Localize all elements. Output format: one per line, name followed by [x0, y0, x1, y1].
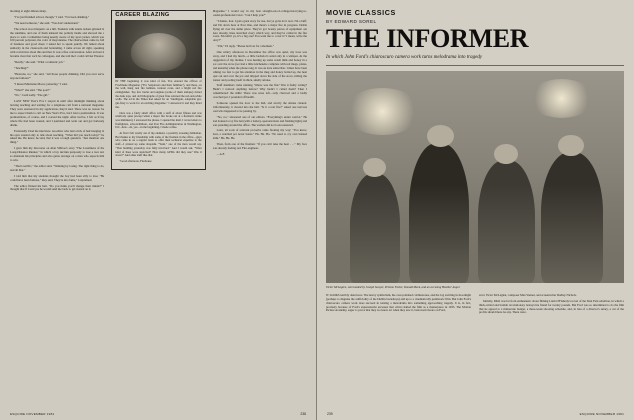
article-illustration [326, 71, 624, 283]
article-byline: BY EDWARD SOREL [326, 19, 377, 24]
paragraph: morning at eight-fifteen sharp. [10, 10, 47, 13]
fog-overlay [326, 185, 624, 283]
right-column-2 [479, 294, 624, 372]
department-kicker: MOVIE CLASSICS [326, 8, 396, 17]
sidebar-title: CAREER BLAZING [115, 12, 170, 18]
sidebar-illustration [115, 20, 201, 78]
paragraph: "I've just finished school, though," I said. "I've been drinking." [14, 14, 90, 19]
page-number-right: 239 [327, 412, 333, 416]
paragraph: "That's terrific," the editor said. "Winning by losing. The right thing to do, and all that." [10, 163, 105, 172]
paragraph: The editor flicked his hair. "Do you think you'll change their minds?" I thought that if I said yes he would send me back to get started on it. [10, 183, 105, 192]
paragraph: "We need someone," she said. "You don't understand." [14, 20, 80, 25]
paragraph: Someone opened the door to the hall, and slowly the smoke cleared. Unfortunately, it cleared into the hall. "Is it a real fire?" asked one nervous soul who happened to be passing by. [212, 101, 307, 113]
paragraph: "No, no," answered one of our editors. "Everything's under control." He had donned a toy fire hat (with a battery-operated siren and flashing light) and was parading around the office. The woman did not look reassured. [212, 114, 307, 127]
right-column-1 [326, 294, 471, 372]
paragraph: "Good afternoon, Firehouse [119, 158, 152, 163]
paragraph: "No," I said sadly. "The girl." [14, 93, 50, 98]
right-page-columns [326, 294, 624, 372]
paragraph: One wintry afternoon in December the office was quiet, my boss was away, and I had my lunch—a little bachelor's salad only in a whisper. At the suggestion of my mother, I was heating up some warm milk and honey in a pot over the stove (we had a little kitchenette complete with red mugs, plates, and utensils) when the phone rang. It was an irate subscriber. I must have been talking too fast to get his attention in the mug and honey boiled up, the heat spat out and over the pot and dripped down the side of the stove, hitting the burner and pooling itself in thick, smelly smoke. [212, 50, 307, 82]
paragraph: Staff members came running. Where was the fire? Was it faulty wiring? Hadn't I noticed anything before? Why hadn't I called them? Then I remembered: the milk! There was none left—only charcoal and a badly scorched pot. I pounded off health. [212, 83, 307, 100]
paragraph: "I dunno, hon. I gotta great story for use, but ya gotta do it now. I'm a buff, and I'm down here at Post One, and there's a major fire in progress. Delrin flying all over the damn place. They've got twenty pieces of equipment out here already, lines stretched every which way, and they've called in the fire boats. I'm tellin' ya, it's a big one! You want me to cover it? I mean, write the story?" [212, 18, 307, 43]
page-footer-right: ESQUIRE NOVEMBER 1981 [579, 412, 624, 416]
paragraph: Ours was a fairly small office with a staff of about fifteen and was relatively quiet (except when a major fire broke out at a firemen's strike was imminent). I answered the phone. I opened the mail. I wrote letters to firefighters, schoolchildren, and Post Fire Administration in Washington, D.C. And—oh, yes—in the beginning, I made coffee. [115, 110, 202, 130]
paragraph: actor Victor McLaglen, composer Max Steiner, and screenwriter Dudley Nichols. [479, 293, 577, 297]
lamp-glow-icon [344, 88, 421, 135]
figure-head [427, 125, 454, 147]
paragraph: "Really," she said. "What a romantic job." [14, 59, 65, 64]
left-column-3 [213, 10, 307, 398]
lamp-glow-icon [529, 79, 595, 117]
paragraph: Magazine," I would say in my best straight-out-of-college-but-trying-to-sound-professional voice. "Can I help you?" [212, 10, 307, 17]
paragraph: IT LOOKS terribly dated now. The heavy symbolism, the over-polished cobblestones, and the fog swirling in moonlight (perhaps to disguise the artificiality of the Dublin backdrops) add up to a cinematically prehistoric film. But John Ford's chiaroscuro camera work does succeed in turning a melodrama into something approaching tragedy. It is, in fact, precisely because of Ford's expressionist excesses that critics hailed the film as a masterpiece in 1935. The Motion Picture Academy, eager to prove that they too knew art when they saw it, bestowed Oscars on Ford, [326, 293, 471, 313]
paragraph: "Um," I'd reply. "Please hold on for a moment." [216, 44, 274, 49]
paragraph: Then, from one of the firemen: "If you can't take the heat . . ." My face was already feeling red. Fire-engineer. [212, 142, 307, 151]
left-page-columns [10, 10, 307, 398]
paragraph: I gave him my discourse on Alan Sillitoe's story "The Loneliness of the Long-Distance Runner," in which a boy decides purposely to lose a race and so maintain his principles and also gains revenge on a man who expects him to win. [10, 146, 105, 162]
page-number-left: 238 [300, 412, 306, 416]
right-page [317, 0, 634, 420]
sidebar-article-career-blazing [111, 10, 205, 170]
sidebar-body [115, 80, 201, 164]
article-headline: THE INFORMER [326, 24, 529, 53]
paragraph: I told him that my students thought the boy had been silly to lose. "He could have been famous," they said. They're into fame," I explained. [10, 173, 105, 182]
paragraph: Initially, RKO was far from enthusiastic about filming Liam O'Flaherty's novel of the Sinn Fein rebellion, in which a thick-witted and brutish revolutionary betrays his friend for twenty pounds. But Ford was so determined to do the film that he agreed to a minuscule budget, a three-week shooting schedule, and, in lieu of a director's salary, a cut of the profits should there be any. There were. [479, 298, 624, 315]
left-column-2 [111, 10, 205, 398]
illustration-caption: Victor McLaglen, surrounded by Joseph Sawyer, Preston Foster, Donald Meek, and an accusing Heather Angel. [326, 285, 461, 289]
figure-head [363, 158, 385, 177]
paragraph: IN THE beginning it was kind of fun. You entered the offices of Fowlmane Magazine ("For Sexplorers and their families"), and there, on the wall, hung real fire helmets, turnout coats, and a bright red fire extinguisher. Top few trucks and engines (some of them antique) dotted the desk tops, and old lithographs of great fires adorned the red-and-white walls. The ad in the Times had asked for an "intelligent, adaptable gut-gut-firey to work for an exciting magazine." I answered it and they hired me. [115, 78, 202, 109]
article-deck: In which John Ford's chiaroscuro camera work turns melodrama into tragedy [326, 55, 624, 66]
paragraph: Later, all sorts of relevant proverbs came floating my way: "You know, dear, a watched pot never burns." Ha. Ha. Ha. "No need to cry over burned milk." Ha. Ha. Ha. [212, 128, 307, 141]
paragraph: LAST NEW Year's Eve I stayed in until after midnight thinking about leaving teaching and waiting for a telephone call from a national magazine. They were answered in my application, they'd said. There was no reason for me to expect them to call on New Year's Eve, but I had a premonition. It was premonitions, of course, and I coaxed the night. After twelve, I felt as if my whole life had been wasted, and I panicked and went out and got barlessly drunk. [10, 99, 105, 127]
page-footer-left: ESQUIRE NOVEMBER 1981 [10, 412, 55, 416]
paragraph: Eventually I had the interview. An editor who had a lick of hair hanging in his eyes wanted only to talk about teaching. "What did you teach today?" he asked me. He knew, he said, that it was a tough question. "Just mention one thing." [10, 128, 105, 145]
paragraph: "Heavens, no," she said. "All those people drinking. Did you ever serve anyone famous?" [10, 71, 105, 80]
paragraph: "I kissed Marianne Moore yesterday," I said. [14, 81, 68, 86]
paragraph: "Teaching?" [14, 65, 29, 70]
paragraph: At first I felt totally out of my element, a possibly arousing dalmatian. But thanks to my friendship with some of the firemen in the office—guys who came in on a regular basis to offer their technical expertise to the staff—I picked up some shoptalk. "Yeah," one of the men would say. "That building yesterday was fully involved." And I would ask, "What kind of lines were stretched? How many GPMs did they use? Was it arson?" And other stuff like that. [115, 131, 202, 158]
paragraph: "What?" she said. "The poet?" [14, 87, 51, 92]
paragraph: —A.F. [216, 152, 225, 156]
figure-head [558, 135, 583, 156]
paragraph: The school stood majestic on a hill. Students with tennis rackets grinned in the sunshine, and one of them ushered me politely inside and showed me a place to wait. I remember being keenly aware of my sport jacket, which was 100 percent polyester, the color of mayonnaise. The chairwoman came in, full of business and good cheer. I asked her to speak quietly. We talked about authority in the classroom and bartending. I came across all right, speaking with conviction about this and that. It was a fine conversation. After an hour it became clear that we'd be colleagues, and she told me I could call her Eleanor. [10, 26, 105, 59]
left-column-1 [10, 10, 104, 398]
